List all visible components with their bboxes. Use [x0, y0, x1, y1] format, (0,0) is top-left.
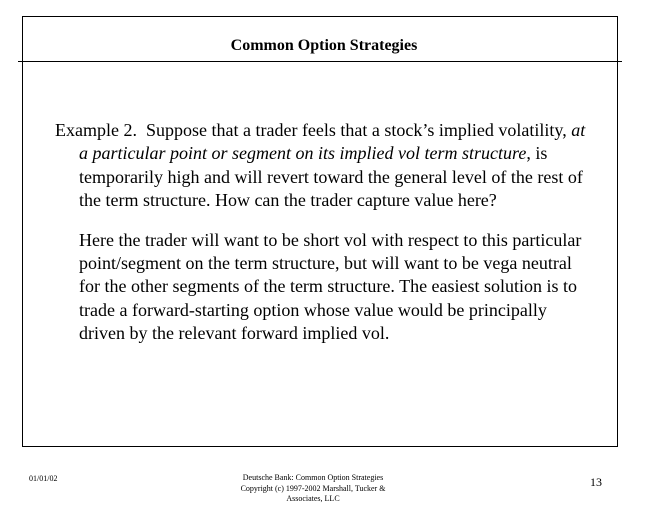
example-intro: Suppose that a trader feels that a stock’s implied volatility, — [136, 120, 572, 140]
example-label: Example 2. — [55, 120, 137, 140]
footer-copyright — [218, 473, 408, 505]
answer-paragraph: Here the trader will want to be short vol with respect to this particular point/segment on the term structure, but will want to be vega neutral for the other segments of the term structure. The easiest solution is to trade a forward-starting option whose value would be principally driven by the relevant forward implied vol. — [79, 229, 582, 344]
title-divider — [18, 61, 622, 62]
example-rest: , is temporarily high and will revert toward the general level of the rest of the term structure. How can the trader capture value here? — [79, 143, 583, 211]
bottom-divider — [22, 446, 618, 447]
footer-line-3: Associates, LLC — [286, 494, 340, 503]
example-paragraph — [55, 119, 595, 213]
example-italic-phrase: at a particular point or segment on its implied vol term structure — [79, 120, 586, 164]
slide-title: Common Option Strategies — [230, 37, 418, 54]
slide-body — [55, 119, 595, 346]
page-number: 13 — [590, 475, 602, 489]
footer-line-1: Deutsche Bank: Common Option Strategies — [242, 473, 384, 482]
footer-line-2: Copyright (c) 1997-2002 Marshall, Tucker & — [240, 483, 386, 493]
footer-date: 01/01/02 — [29, 474, 58, 483]
